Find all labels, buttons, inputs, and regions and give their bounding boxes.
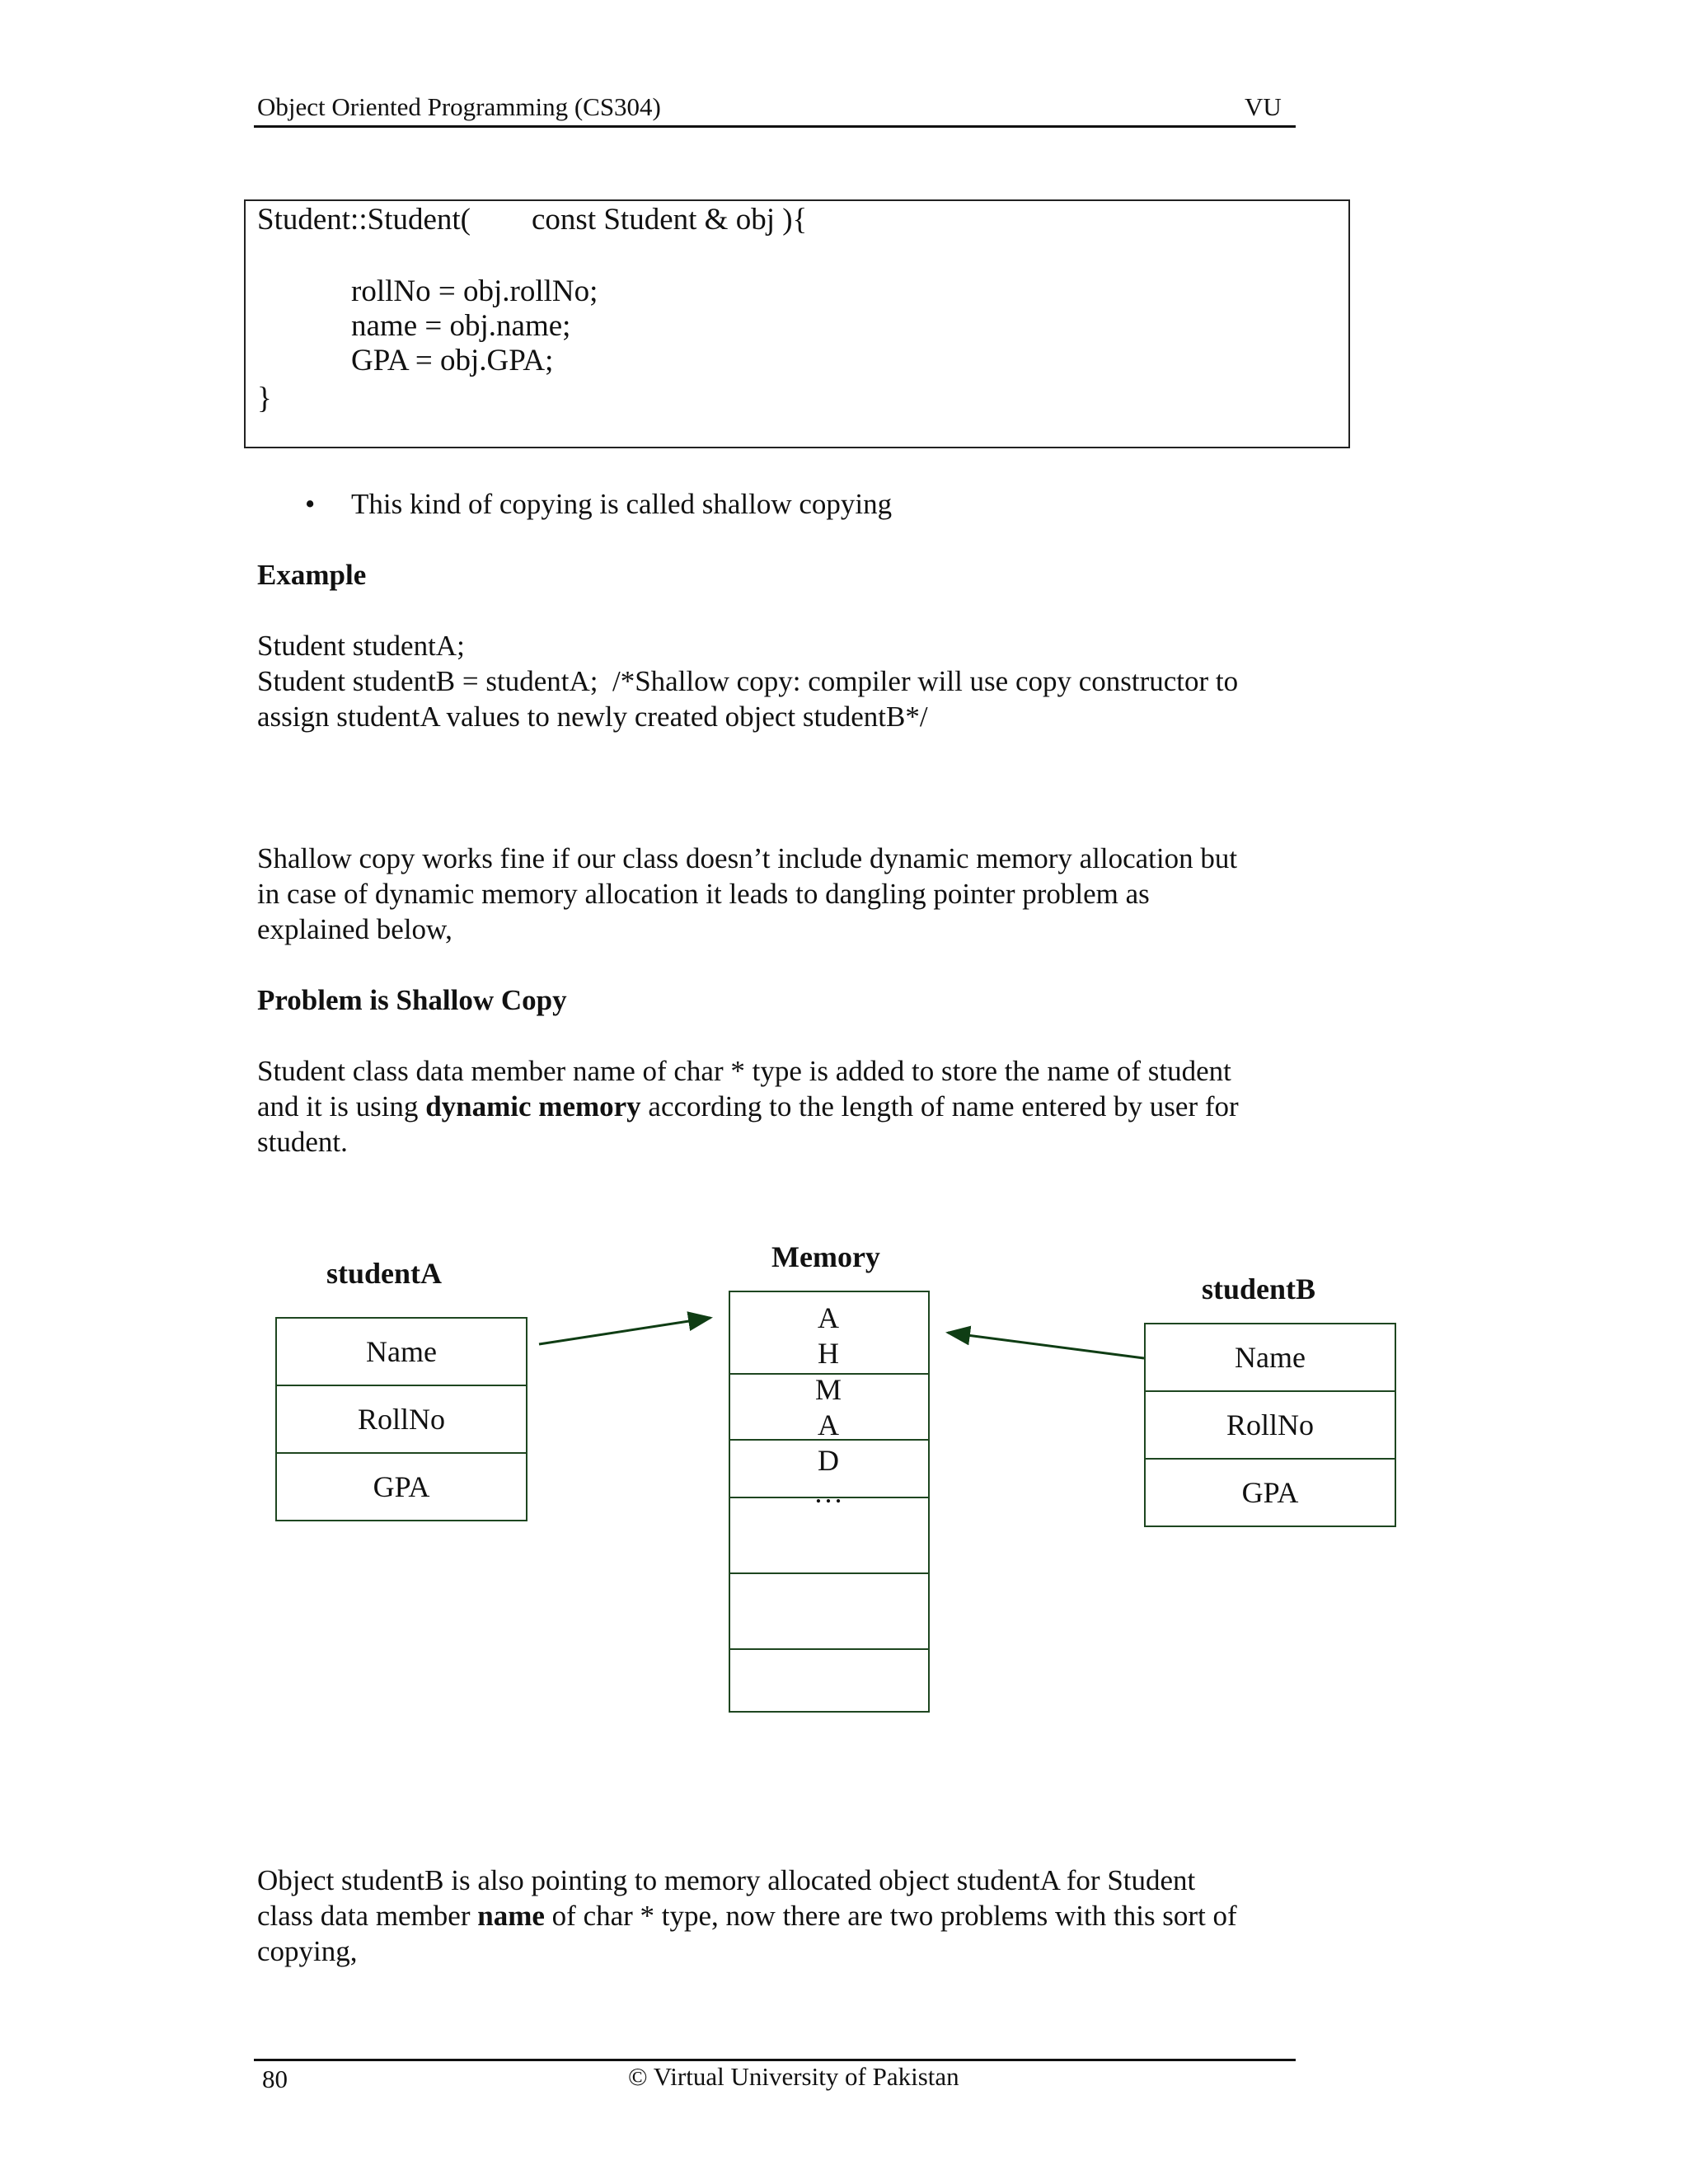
studentA-rollno-cell: RollNo [275, 1385, 528, 1454]
code-line-close: } [257, 382, 272, 415]
memory-letter: H [818, 1337, 839, 1370]
memory-letter: A [818, 1301, 839, 1334]
code-line-signature: Student::Student( const Student & obj ){ [257, 203, 808, 237]
memory-letter: M [814, 1373, 842, 1406]
running-header-vu: VU [1245, 92, 1282, 121]
conclusion-line-2: class data member name of char * type, now there are two problems with this sort of [257, 1900, 1237, 1932]
footer-rule [254, 2059, 1296, 2061]
problem-line-2: and it is using dynamic memory according to the length of name entered by user for [257, 1090, 1239, 1122]
studentB-name-pointer-arrow [948, 1333, 1144, 1358]
memory-ellipsis: … [814, 1476, 843, 1509]
studentB-name-cell: Name [1144, 1323, 1396, 1392]
problem-line-1: Student class data member name of char * type is added to store the name of student [257, 1055, 1231, 1087]
bullet-text: This kind of copying is called shallow copying [351, 488, 893, 520]
memory-label: Memory [771, 1240, 880, 1273]
memory-letter: D [818, 1444, 839, 1477]
studentA-label: studentA [326, 1257, 443, 1290]
example-line-2: Student studentB = studentA; /*Shallow copy: compiler will use copy constructor to [257, 665, 1239, 697]
name-emphasis: name [477, 1900, 545, 1932]
paragraph-shallow-line-2: in case of dynamic memory allocation it leads to dangling pointer problem as [257, 878, 1150, 910]
page-number: 80 [262, 2064, 288, 2093]
conclusion-line-3: copying, [257, 1935, 358, 1967]
code-line-name: name = obj.name; [351, 309, 571, 343]
copyright-notice: © Virtual University of Pakistan [628, 2062, 959, 2091]
bullet-marker: • [305, 488, 316, 520]
example-line-1: Student studentA; [257, 630, 465, 662]
paragraph-shallow-line-1: Shallow copy works fine if our class doesn’t include dynamic memory allocation but [257, 842, 1238, 874]
studentB-rollno-cell: RollNo [1144, 1390, 1396, 1460]
dynamic-memory-emphasis: dynamic memory [425, 1090, 641, 1122]
studentB-label: studentB [1202, 1272, 1316, 1305]
memory-letter: A [818, 1408, 839, 1441]
paragraph-shallow-line-3: explained below, [257, 913, 452, 945]
example-heading: Example [257, 559, 367, 591]
studentA-gpa-cell: GPA [275, 1452, 528, 1521]
conclusion-line-1: Object studentB is also pointing to memory allocated object studentA for Student [257, 1864, 1196, 1896]
studentA-name-pointer-arrow [539, 1318, 710, 1344]
studentA-name-cell: Name [275, 1317, 528, 1386]
running-header-title: Object Oriented Programming (CS304) [257, 92, 661, 121]
example-line-3: assign studentA values to newly created object studentB*/ [257, 701, 928, 733]
code-line-gpa: GPA = obj.GPA; [351, 344, 554, 377]
code-line-rollno: rollNo = obj.rollNo; [351, 274, 598, 308]
problem-heading: Problem is Shallow Copy [257, 984, 567, 1016]
problem-line-3: student. [257, 1126, 348, 1158]
studentB-gpa-cell: GPA [1144, 1458, 1396, 1527]
